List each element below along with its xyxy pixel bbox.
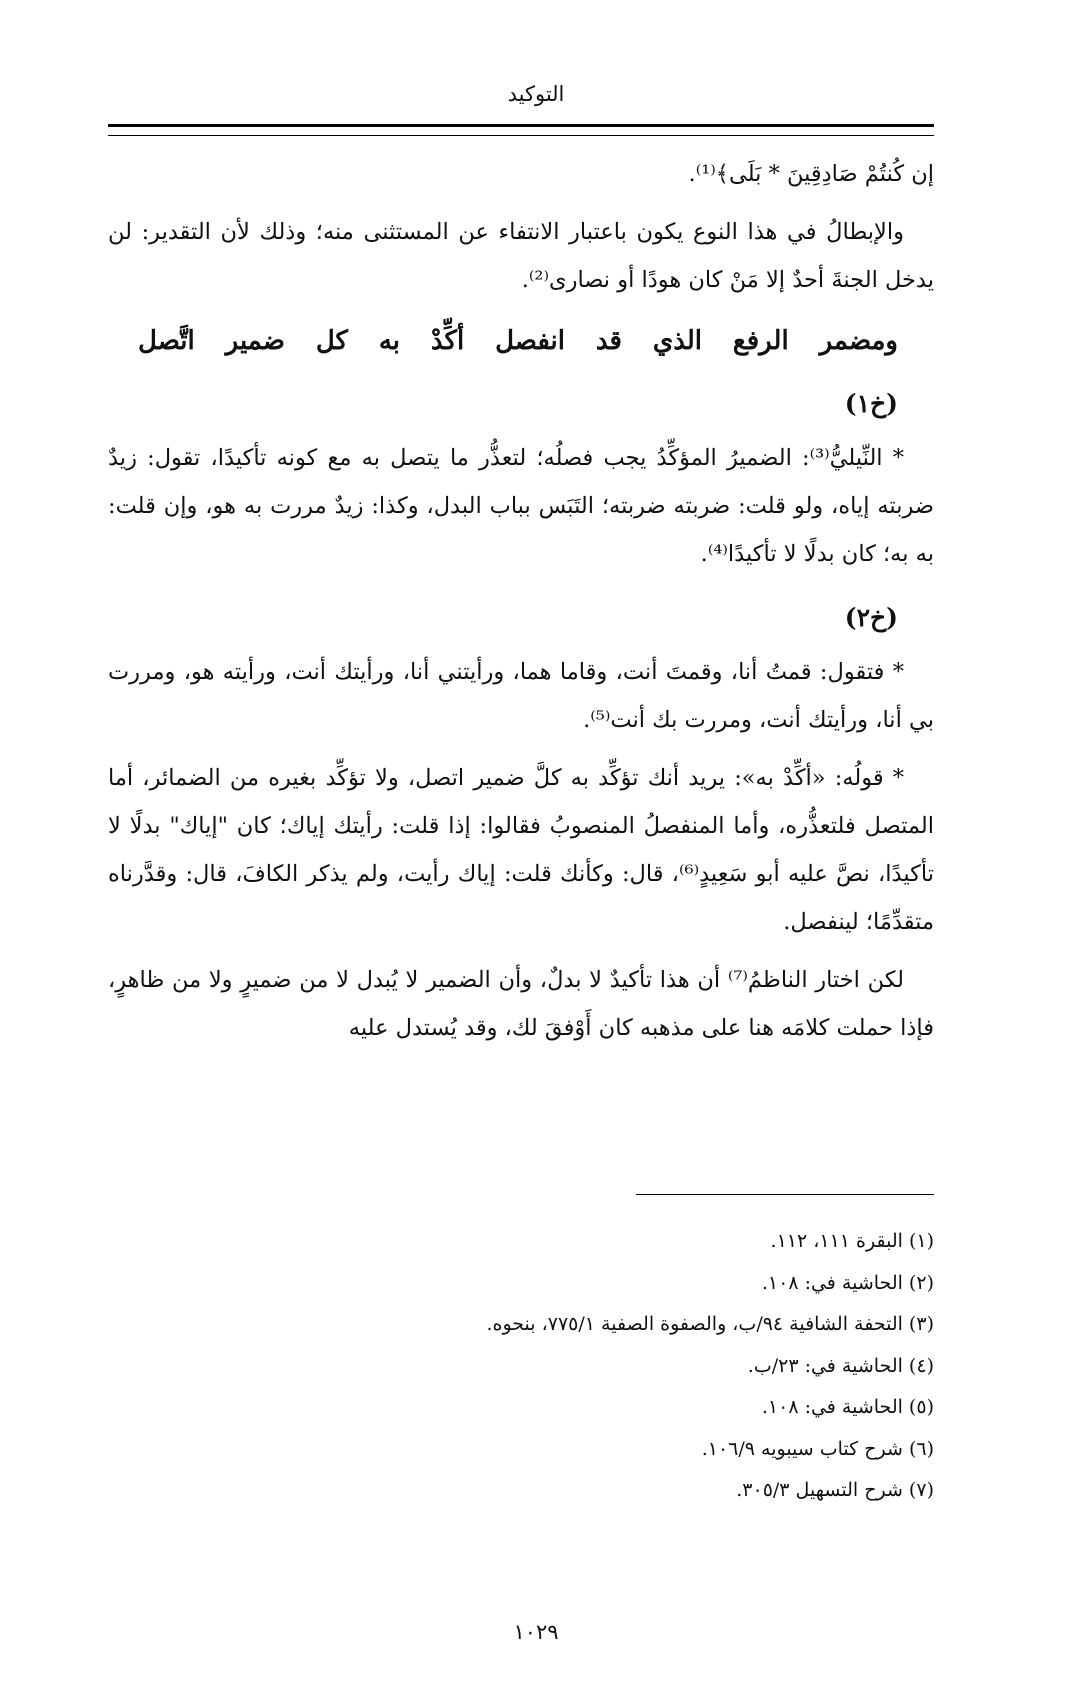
footnote-6: (٦) شرح كتاب سيبويه ١٠٦/٩.	[701, 1437, 934, 1460]
paragraph-nili: * النِّيليُّ⁽³⁾: الضميرُ المؤكِّدُ يجب فصلُه؛ لتعذُّر ما يتصل به مع كونه تأكيدًا، تقول: زيدٌ ضربته إياه، ولو قلت: ضربته ضربته؛ التَبَس بباب البدل، وكذا: زيدٌ مررت به هو، وإن قلت: به به؛ كان بدلًا لا تأكيدًا⁽⁴⁾.	[108, 445, 934, 567]
header-rule-thick	[108, 124, 934, 127]
manuscript-ref-2: (خ٢)	[844, 603, 898, 632]
paragraph-nazim: لكن اختار الناظمُ⁽⁷⁾ أن هذا تأكيدٌ لا بدلٌ، وأن الضمير لا يُبدل لا من ضميرٍ ولا من ظاهرٍ، فإذا حملت كلامَه هنا على مذهبه كان أَوْفقَ لك، وقد يُستدل عليه	[108, 967, 934, 1041]
footnote-2: (٢) الحاشية في: ١٠٨.	[761, 1271, 934, 1294]
paragraph-examples: * فتقول: قمتُ أنا، وقمتَ أنت، وقاما هما، ورأيتني أنا، ورأيتك أنت، ورأيته هو، ومررت بي أنا، ورأيتك أنت، ومررت بك أنت⁽⁵⁾.	[108, 659, 934, 733]
footnote-5: (٥) الحاشية في: ١٠٨.	[761, 1396, 934, 1418]
header-rule-thin	[108, 135, 934, 136]
footnote-1: (١) البقرة ١١١، ١١٢.	[770, 1230, 934, 1252]
poetry-verse: ومضمر الرفع الذي قد انفصل أكِّدْ به كل ضمير اتَّصل	[138, 326, 898, 356]
main-text	[108, 150, 934, 1052]
quran-verse-ending: إن كُنتُمْ صَادِقِينَ * بَلَى﴾⁽¹⁾.	[688, 161, 934, 187]
page-number: ١٠٢٩	[513, 1620, 559, 1644]
footnote-7: (٧) شرح التسهيل ٣٠٥/٣.	[736, 1479, 934, 1501]
footnote-separator	[636, 1194, 934, 1195]
paragraph-ibtal: والإبطالُ في هذا النوع يكون باعتبار الانتفاء عن المستثنى منه؛ وذلك لأن التقدير: لن يدخل الجنةَ أحدٌ إلا مَنْ كان هودًا أو نصارى⁽²⁾.	[108, 219, 934, 293]
footnote-3: (٣) التحفة الشافية ٩٤/ب، والصفوة الصفية ٧٧٥/١، بنحوه.	[486, 1313, 934, 1335]
footnote-4: (٤) الحاشية في: ٢٣/ب.	[747, 1354, 934, 1377]
paragraph-commentary: * قولُه: «أكِّدْ به»: يريد أنك تؤكِّد به كلَّ ضمير اتصل، ولا تؤكِّد بغيره من الضمائر، أما المتصل فلتعذُّره، وأما المنفصلُ المنصوبُ فقالوا: إذا قلت: رأيتك إياك؛ كان "إياك" بدلًا لا تأكيدًا، نصَّ عليه أبو سَعِيدٍ⁽⁶⁾، قال: وكأنك قلت: إياك رأيت، ولم يذكر الكافَ، قال: وقدَّرناه متقدِّمًا؛ لينفصل.	[108, 765, 934, 935]
running-header-title: التوكيد	[507, 82, 565, 106]
footnotes	[108, 1221, 934, 1512]
manuscript-ref-1: (خ١)	[844, 389, 898, 418]
